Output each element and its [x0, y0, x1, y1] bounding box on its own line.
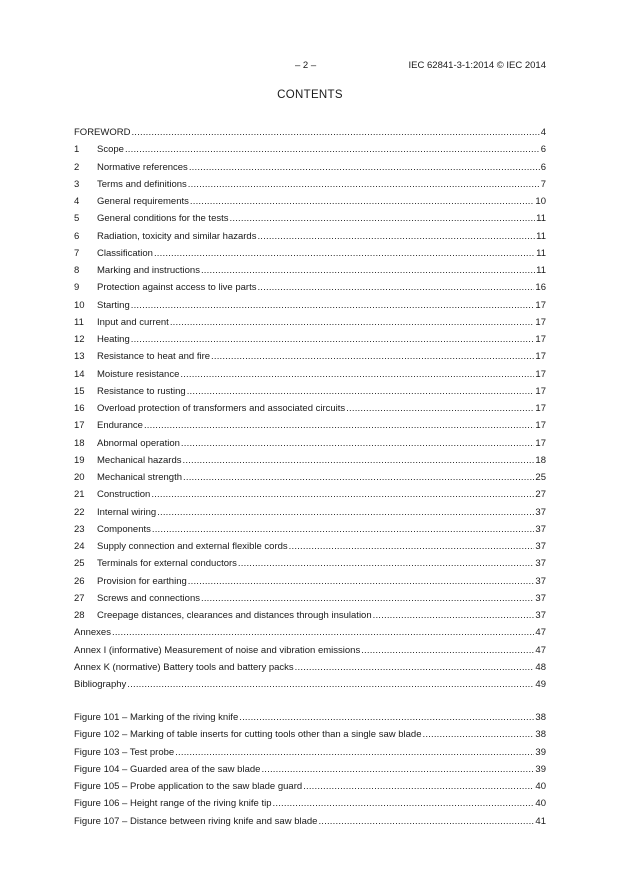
- figures-list: [74, 709, 546, 830]
- toc-entry-title: Provision for earthing: [97, 575, 187, 587]
- toc-entry[interactable]: [74, 452, 546, 469]
- dot-leader: [125, 141, 540, 158]
- toc-entry-number: 4: [74, 196, 80, 207]
- toc-entry-number: 7: [74, 247, 80, 259]
- dot-leader: [346, 400, 534, 417]
- toc-entry-title: Endurance: [97, 420, 143, 432]
- dot-leader: [131, 124, 539, 141]
- toc-entry[interactable]: [74, 228, 546, 245]
- figures-entry[interactable]: [74, 709, 546, 726]
- dot-leader: [273, 795, 535, 812]
- figures-entry-title: Figure 105 – Probe application to the saw blade guard: [74, 781, 303, 792]
- toc-entry-number: 28: [74, 610, 85, 621]
- dot-leader: [261, 761, 534, 778]
- toc-entry-title: Screws and connections: [97, 592, 200, 604]
- toc-entry-title: Radiation, toxicity and similar hazards: [97, 230, 257, 242]
- toc-entry[interactable]: [74, 245, 546, 262]
- toc-entry[interactable]: [74, 297, 546, 314]
- figures-entry-title: Figure 102 – Marking of table inserts for cutting tools other than a single saw blade: [74, 729, 422, 741]
- dot-leader: [175, 744, 534, 761]
- toc-entry-page: 10: [535, 196, 546, 207]
- page-title: CONTENTS: [277, 89, 343, 101]
- dot-leader: [112, 624, 534, 641]
- toc-entry-number: 25: [74, 558, 85, 570]
- toc-entry-title: Annex K (normative) Battery tools and battery packs: [74, 661, 294, 673]
- toc-entry-page: 6: [540, 161, 546, 173]
- dot-leader: [188, 176, 540, 193]
- toc-entry[interactable]: [74, 279, 546, 296]
- toc-entry-page: 37: [535, 558, 546, 570]
- toc-entry-title: Marking and instructions: [97, 265, 200, 276]
- figures-entry-title: Figure 104 – Guarded area of the saw blade: [74, 763, 261, 775]
- figures-entry[interactable]: [74, 813, 546, 830]
- toc-entry[interactable]: [74, 538, 546, 555]
- dot-leader: [230, 210, 536, 227]
- dot-leader: [170, 314, 535, 331]
- dot-leader: [422, 726, 534, 743]
- dot-leader: [183, 469, 534, 486]
- toc-entry-page: 4: [540, 127, 546, 138]
- dot-leader: [127, 676, 534, 693]
- dot-leader: [131, 331, 535, 348]
- figures-entry[interactable]: [74, 761, 546, 778]
- dot-leader: [181, 435, 535, 452]
- toc-entry[interactable]: [74, 555, 546, 572]
- toc-entry[interactable]: [74, 262, 546, 279]
- toc-entry-title: Annexes: [74, 627, 111, 639]
- toc-entry-page: 11: [536, 247, 546, 259]
- figures-entry-page: 38: [535, 729, 546, 741]
- toc-entry-page: 11: [536, 213, 546, 225]
- toc-entry-number: 3: [74, 178, 80, 190]
- toc-entry-page: 47: [535, 627, 546, 639]
- toc-entry-title: Abnormal operation: [97, 437, 180, 449]
- toc-entry[interactable]: [74, 331, 546, 348]
- toc-entry-number: 23: [74, 523, 85, 535]
- toc-entry[interactable]: [74, 590, 546, 607]
- toc-entry-number: 5: [74, 213, 80, 225]
- toc-entry-title: Resistance to heat and fire: [97, 351, 211, 363]
- toc-entry-page: 17: [535, 420, 546, 432]
- toc-entry-page: 17: [535, 403, 546, 414]
- toc-entry[interactable]: [74, 676, 546, 693]
- toc-entry-page: 37: [535, 541, 546, 552]
- toc-entry-number: 19: [74, 454, 85, 466]
- toc-entry-title: Classification: [97, 247, 153, 259]
- toc-entry-title: Mechanical hazards: [97, 454, 182, 466]
- toc-entry-title: Moisture resistance: [97, 368, 180, 380]
- toc-entry-page: 17: [535, 351, 546, 363]
- toc-entry-page: 17: [535, 316, 546, 328]
- toc-entry-number: 26: [74, 575, 85, 587]
- toc-entry-title: Annex I (informative) Measurement of noise and vibration emissions: [74, 644, 361, 656]
- toc-entry-page: 37: [535, 592, 546, 604]
- toc-entry-title: Supply connection and external flexible cords: [97, 541, 288, 552]
- document-reference: IEC 62841-3-1:2014 © IEC 2014: [408, 60, 546, 71]
- toc-entry-title: Input and current: [97, 316, 169, 328]
- dot-leader: [180, 366, 534, 383]
- toc-entry-page: 27: [535, 489, 546, 501]
- toc-entry-title: Terms and definitions: [97, 178, 187, 190]
- figures-entry[interactable]: [74, 744, 546, 761]
- toc-entry-page: 37: [535, 523, 546, 535]
- toc-entry[interactable]: [74, 314, 546, 331]
- figures-entry-page: 41: [535, 815, 546, 827]
- dot-leader: [239, 709, 534, 726]
- toc-entry-title: Components: [97, 523, 151, 535]
- toc-entry[interactable]: [74, 504, 546, 521]
- contents-list: [74, 124, 546, 693]
- toc-entry-page: 17: [535, 437, 546, 449]
- toc-entry[interactable]: [74, 348, 546, 365]
- figures-entry-title: Figure 103 – Test probe: [74, 746, 175, 758]
- toc-entry-title: Starting: [97, 299, 130, 311]
- toc-entry-page: 18: [535, 454, 546, 466]
- dot-leader: [157, 504, 534, 521]
- toc-entry[interactable]: [74, 210, 546, 227]
- toc-entry[interactable]: [74, 366, 546, 383]
- toc-entry-number: 14: [74, 368, 85, 380]
- toc-entry-title: Resistance to rusting: [97, 385, 186, 397]
- dot-leader: [152, 521, 535, 538]
- dot-leader: [295, 659, 535, 676]
- toc-entry-page: 37: [535, 575, 546, 587]
- figures-entry-title: Figure 106 – Height range of the riving knife tip: [74, 798, 272, 810]
- dot-leader: [183, 452, 535, 469]
- toc-entry-number: 18: [74, 437, 85, 449]
- toc-entry-title: General requirements: [97, 196, 189, 207]
- toc-entry-title: Protection against access to live parts: [97, 282, 257, 294]
- toc-entry-page: 49: [535, 679, 546, 690]
- figures-entry-page: 40: [535, 798, 546, 810]
- toc-entry-number: 13: [74, 351, 85, 363]
- toc-entry-page: 11: [536, 265, 546, 276]
- toc-entry-number: 6: [74, 230, 80, 242]
- toc-entry-page: 16: [535, 282, 546, 294]
- toc-entry-number: 1: [74, 144, 80, 156]
- toc-entry-title: Bibliography: [74, 679, 127, 690]
- dot-leader: [144, 417, 534, 434]
- toc-entry[interactable]: [74, 141, 546, 158]
- toc-entry-number: 20: [74, 472, 85, 483]
- toc-entry-page: 47: [535, 644, 546, 656]
- toc-entry[interactable]: [74, 176, 546, 193]
- dot-leader: [257, 228, 535, 245]
- toc-entry-number: 10: [74, 299, 85, 311]
- figures-entry-title: Figure 101 – Marking of the riving knife: [74, 712, 239, 723]
- toc-entry-number: 8: [74, 265, 80, 276]
- toc-entry[interactable]: [74, 417, 546, 434]
- figures-entry[interactable]: [74, 726, 546, 743]
- figures-entry-page: 38: [535, 712, 546, 723]
- toc-entry[interactable]: [74, 159, 546, 176]
- toc-entry-title: Internal wiring: [97, 506, 157, 518]
- dot-leader: [238, 555, 535, 572]
- toc-entry-number: 22: [74, 506, 85, 518]
- toc-entry[interactable]: [74, 642, 546, 659]
- dot-leader: [201, 262, 535, 279]
- dot-leader: [189, 159, 540, 176]
- toc-entry-page: 25: [535, 472, 546, 483]
- toc-entry-number: 24: [74, 541, 85, 552]
- dot-leader: [151, 486, 534, 503]
- page-number: – 2 –: [295, 60, 317, 71]
- figures-entry[interactable]: [74, 795, 546, 812]
- dot-leader: [154, 245, 535, 262]
- toc-entry[interactable]: [74, 469, 546, 486]
- toc-entry-number: 11: [74, 316, 84, 328]
- toc-entry-number: 16: [74, 403, 85, 414]
- dot-leader: [188, 573, 535, 590]
- toc-entry[interactable]: [74, 573, 546, 590]
- figures-entry-page: 39: [535, 746, 546, 758]
- toc-entry-number: 21: [74, 489, 85, 501]
- dot-leader: [131, 297, 535, 314]
- toc-entry-title: Construction: [97, 489, 151, 501]
- toc-entry[interactable]: [74, 486, 546, 503]
- figures-entry[interactable]: [74, 778, 546, 795]
- toc-entry[interactable]: [74, 521, 546, 538]
- toc-entry[interactable]: [74, 383, 546, 400]
- toc-entry-page: 37: [535, 610, 546, 621]
- toc-entry-number: 17: [74, 420, 85, 432]
- dot-leader: [289, 538, 535, 555]
- toc-entry-page: 17: [535, 334, 546, 345]
- figures-entry-title: Figure 107 – Distance between riving knife and saw blade: [74, 815, 318, 827]
- toc-entry-page: 7: [540, 178, 546, 190]
- toc-entry-title: Overload protection of transformers and associated circuits: [97, 403, 346, 414]
- toc-entry-page: 17: [535, 299, 546, 311]
- toc-entry-title: Creepage distances, clearances and distances through insulation: [97, 610, 372, 621]
- toc-entry-title: Heating: [97, 334, 130, 345]
- figures-entry-page: 40: [535, 781, 546, 792]
- toc-entry[interactable]: [74, 400, 546, 417]
- page-header: [0, 60, 620, 74]
- toc-entry[interactable]: [74, 607, 546, 624]
- dot-leader: [373, 607, 535, 624]
- toc-entry-number: 12: [74, 334, 85, 345]
- toc-entry-title: General conditions for the tests: [97, 213, 229, 225]
- toc-entry-page: 37: [535, 506, 546, 518]
- dot-leader: [318, 813, 534, 830]
- dot-leader: [361, 642, 534, 659]
- dot-leader: [257, 279, 534, 296]
- toc-entry[interactable]: [74, 193, 546, 210]
- toc-entry-page: 48: [535, 661, 546, 673]
- toc-entry-title: Mechanical strength: [97, 472, 183, 483]
- toc-entry-title: Terminals for external conductors: [97, 558, 237, 570]
- toc-entry[interactable]: [74, 435, 546, 452]
- toc-entry-page: 11: [536, 230, 546, 242]
- dot-leader: [303, 778, 534, 795]
- toc-entry-number: 15: [74, 385, 85, 397]
- toc-entry-number: 9: [74, 282, 80, 294]
- figures-entry-page: 39: [535, 763, 546, 775]
- toc-entry-number: 2: [74, 161, 80, 173]
- dot-leader: [201, 590, 534, 607]
- toc-entry-page: 17: [535, 368, 546, 380]
- toc-entry-title: Normative references: [97, 161, 188, 173]
- dot-leader: [211, 348, 534, 365]
- toc-entry-page: 17: [535, 385, 546, 397]
- toc-entry[interactable]: [74, 659, 546, 676]
- toc-entry-title: Scope: [97, 144, 124, 156]
- toc-entry-number: 27: [74, 592, 85, 604]
- dot-leader: [190, 193, 535, 210]
- toc-entry[interactable]: [74, 624, 546, 641]
- toc-entry-title: FOREWORD: [74, 127, 131, 138]
- dot-leader: [187, 383, 535, 400]
- toc-entry[interactable]: [74, 124, 546, 141]
- toc-entry-page: 6: [540, 144, 546, 156]
